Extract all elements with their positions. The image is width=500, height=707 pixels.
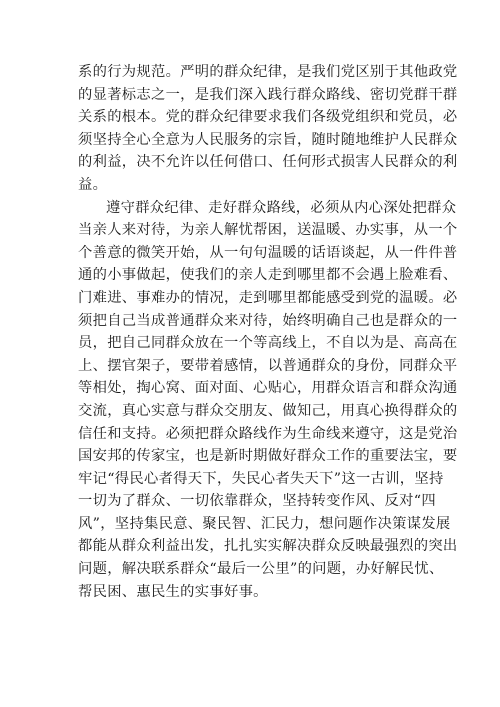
paragraph-2 [78,197,458,604]
text-line: 国安邦的传家宝，也是新时期做好群众工作的重要法宝，要 [78,448,458,465]
text-line: 一切为了群众、一切依靠群众，坚持转变作风、反对“四 [78,493,436,510]
text-line: 帮民困、惠民生的实事好事。 [78,583,268,600]
text-line: 益。 [78,176,108,193]
text-line: 个善意的微笑开始，从一句句温暖的话语谈起，从一件件普 [78,244,458,261]
text-line: 关系的根本。党的群众纪律要求我们各级党组织和党员，必 [78,109,458,126]
text-line: 上、摆官架子，要带着感情，以普通群众的身份，同群众平 [78,357,458,374]
text-line: 风”，坚持集民意、聚民智、汇民力，想问题作决策谋发展 [78,515,451,532]
text-line: 员，把自己同群众放在一个等高线上，不自以为是、高高在 [78,335,458,352]
text-line: 须把自己当成普通群众来对待，始终明确自己也是群众的一 [78,312,458,329]
text-line: 通的小事做起，使我们的亲人走到哪里都不会遇上脸难看、 [78,267,458,284]
text-line: 当亲人来对待，为亲人解忧帮困，送温暖、办实事，从一个 [78,222,458,239]
text-line: 门难进、事难办的情况，走到哪里都能感受到党的温暖。必 [78,289,458,306]
text-line: 问题，解决联系群众“最后一公里”的问题，办好解民忧、 [78,561,444,578]
text-line: 牢记“得民心者得天下，失民心者失天下”这一古训，坚持 [78,470,444,487]
text-line: 等相处，掏心窝、面对面、心贴心，用群众语言和群众沟通 [78,380,458,397]
text-line: 交流，真心实意与群众交朋友、做知己，用真心换得群众的 [78,402,458,419]
text-line: 须坚持全心全意为人民服务的宗旨，随时随地维护人民群众 [78,131,458,148]
text-line: 系的行为规范。严明的群众纪律，是我们党区别于其他政党 [78,64,458,80]
text-line: 的显著标志之一，是我们深入践行群众路线、密切党群干群 [78,86,458,103]
text-line: 的利益，决不允许以任何借口、任何形式损害人民群众的利 [78,154,458,171]
paragraph-1 [78,61,458,197]
document-body [78,61,458,603]
text-line: 遵守群众纪律、走好群众路线，必须从内心深处把群众 [106,199,457,216]
text-line: 信任和支持。必须把群众路线作为生命线来遵守，这是党治 [78,425,458,442]
text-line: 都能从群众利益出发，扎扎实实解决群众反映最强烈的突出 [78,538,458,555]
